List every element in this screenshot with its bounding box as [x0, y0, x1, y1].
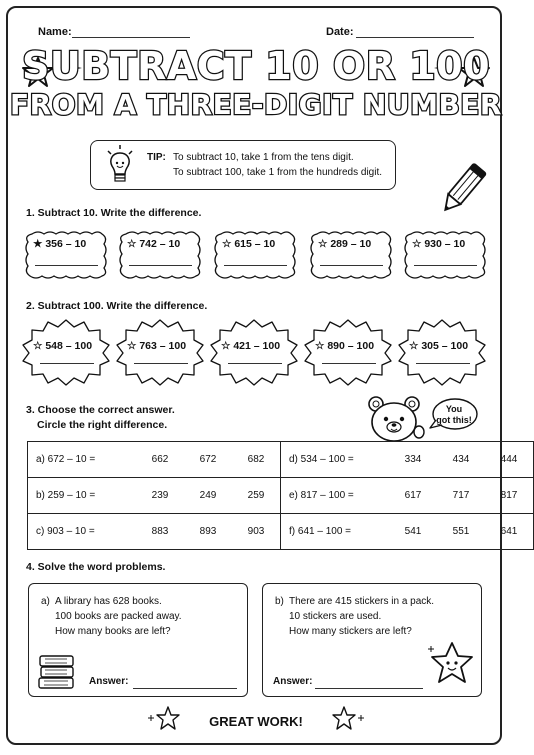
word-problem-a-box — [28, 583, 248, 697]
problem-b-line-1: There are 415 stickers in a pack. — [289, 596, 435, 607]
problem-2e-text: ☆ 305 – 100 — [409, 340, 469, 352]
answer-line[interactable] — [224, 265, 287, 266]
tip-line-2: To subtract 100, take 1 from the hundreds digit. — [173, 167, 383, 178]
answer-option[interactable]: 717 — [452, 490, 470, 501]
answer-option[interactable]: 334 — [404, 454, 422, 465]
answer-label: Answer: — [89, 676, 129, 687]
books-stack-icon — [37, 654, 77, 690]
answer-option[interactable]: 682 — [247, 454, 265, 465]
question-cell — [281, 514, 534, 550]
answer-option[interactable]: 259 — [247, 490, 265, 501]
question-cell — [281, 478, 534, 514]
question-cell — [281, 442, 534, 478]
date-field-line[interactable] — [356, 37, 474, 38]
problem-b-line-2: 10 stickers are used. — [289, 611, 382, 622]
subtract-100-card — [210, 318, 298, 386]
problem-a-label: a) — [41, 596, 50, 607]
table-row — [28, 514, 534, 550]
name-field-line[interactable] — [72, 37, 190, 38]
bear-mascot-icon — [364, 396, 428, 444]
tip-box — [90, 140, 396, 190]
answer-line[interactable] — [414, 265, 477, 266]
problem-1a-text: ★ 356 – 10 — [33, 238, 87, 250]
answer-option[interactable]: 444 — [500, 454, 518, 465]
problem-a-line-1: A library has 628 books. — [55, 596, 162, 607]
table-row — [28, 478, 534, 514]
answer-option[interactable]: 883 — [151, 526, 169, 537]
question-cell — [28, 442, 281, 478]
question-cell — [28, 478, 281, 514]
answer-line[interactable] — [228, 363, 282, 364]
subtract-100-card — [22, 318, 110, 386]
answer-option[interactable]: 817 — [500, 490, 518, 501]
answer-line[interactable] — [40, 363, 94, 364]
problem-b-line-3: How many stickers are left? — [289, 626, 412, 637]
pencil-icon — [434, 160, 490, 220]
problem-a-line-3: How many books are left? — [55, 626, 171, 637]
answer-option[interactable]: 434 — [452, 454, 470, 465]
problem-b-label: b) — [275, 596, 284, 607]
lightbulb-icon — [105, 145, 135, 187]
speech-bubble — [430, 398, 478, 434]
answer-label: Answer: — [273, 676, 313, 687]
problem-a-line-2: 100 books are packed away. — [55, 611, 182, 622]
bubble-text-line-1: You — [445, 404, 463, 414]
answer-option[interactable]: 893 — [199, 526, 217, 537]
smiling-star-icon — [429, 640, 475, 686]
problem-2b-text: ☆ 763 – 100 — [127, 340, 187, 352]
subtract-100-card — [304, 318, 392, 386]
subtract-100-card — [398, 318, 486, 386]
problem-1c-text: ☆ 615 – 10 — [222, 238, 276, 250]
answer-option[interactable]: 541 — [404, 526, 422, 537]
question-f-text: f) 641 – 100 = — [289, 526, 351, 537]
answer-line[interactable] — [315, 688, 423, 689]
great-work-footer: GREAT WORK! — [209, 714, 303, 729]
problem-1b-text: ☆ 742 – 10 — [127, 238, 181, 250]
subtract-10-card — [403, 230, 487, 280]
answer-line[interactable] — [416, 363, 470, 364]
answer-option[interactable]: 672 — [199, 454, 217, 465]
section-3-subheading: Circle the right difference. — [37, 419, 168, 431]
problem-1e-text: ☆ 930 – 10 — [412, 238, 466, 250]
answer-line[interactable] — [35, 265, 98, 266]
answer-line[interactable] — [322, 363, 376, 364]
question-a-text: a) 672 – 10 = — [36, 454, 96, 465]
section-3-heading: 3. Choose the correct answer. — [26, 404, 175, 416]
answer-line[interactable] — [320, 265, 383, 266]
question-cell — [28, 514, 281, 550]
answer-option[interactable]: 551 — [452, 526, 470, 537]
answer-option[interactable]: 239 — [151, 490, 169, 501]
section-1-heading: 1. Subtract 10. Write the difference. — [26, 207, 202, 219]
answer-option[interactable]: 617 — [404, 490, 422, 501]
word-problem-b-box — [262, 583, 482, 697]
subtract-10-card — [213, 230, 297, 280]
tip-line-1: To subtract 10, take 1 from the tens digit. — [173, 152, 354, 163]
subtract-100-card — [116, 318, 204, 386]
bubble-text-line-2: got this! — [436, 415, 472, 425]
problem-2d-text: ☆ 890 – 100 — [315, 340, 375, 352]
tip-label: TIP: — [147, 152, 166, 163]
section-4-heading: 4. Solve the word problems. — [26, 561, 166, 573]
section-2-heading: 2. Subtract 100. Write the difference. — [26, 300, 208, 312]
subtract-10-card — [309, 230, 393, 280]
problem-2a-text: ☆ 548 – 100 — [33, 340, 93, 352]
answer-line[interactable] — [129, 265, 192, 266]
answer-option[interactable]: 641 — [500, 526, 518, 537]
question-b-text: b) 259 – 10 = — [36, 490, 96, 501]
question-d-text: d) 534 – 100 = — [289, 454, 354, 465]
title-line-2: FROM A THREE-DIGIT NUMBER — [10, 88, 502, 121]
problem-2c-text: ☆ 421 – 100 — [221, 340, 281, 352]
date-label: Date: — [326, 26, 354, 38]
subtract-10-card — [24, 230, 108, 280]
answer-line[interactable] — [134, 363, 188, 364]
answer-line[interactable] — [133, 688, 237, 689]
question-e-text: e) 817 – 100 = — [289, 490, 354, 501]
answer-option[interactable]: 903 — [247, 526, 265, 537]
question-c-text: c) 903 – 10 = — [36, 526, 95, 537]
name-label: Name: — [38, 26, 72, 38]
title-line-1: SUBTRACT 10 OR 100 — [21, 44, 491, 88]
multiple-choice-table — [27, 441, 534, 550]
star-doodle-icon — [326, 704, 366, 734]
answer-option[interactable]: 249 — [199, 490, 217, 501]
answer-option[interactable]: 662 — [151, 454, 169, 465]
problem-1d-text: ☆ 289 – 10 — [318, 238, 372, 250]
subtract-10-card — [118, 230, 202, 280]
table-row — [28, 442, 534, 478]
